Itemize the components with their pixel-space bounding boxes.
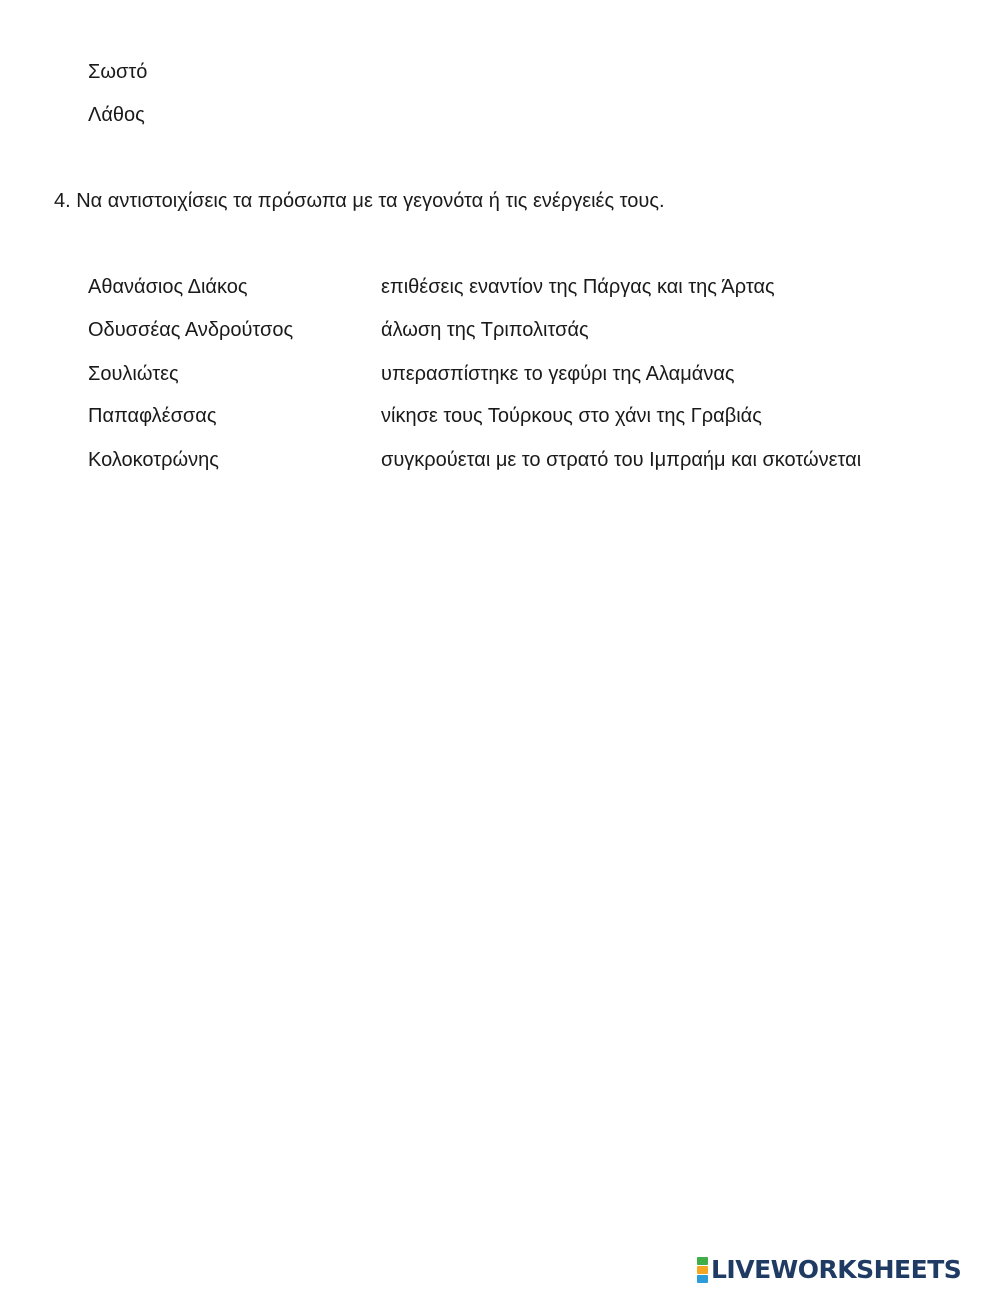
option-false[interactable]: Λάθος — [88, 104, 145, 126]
question-4-prompt: 4. Να αντιστοιχίσεις τα πρόσωπα με τα γεγονότα ή τις ενέργειές τους. — [54, 190, 665, 212]
person-item[interactable]: Αθανάσιος Διάκος — [88, 276, 248, 298]
matching-row — [88, 448, 968, 474]
person-item[interactable]: Σουλιώτες — [88, 363, 179, 385]
event-item[interactable]: άλωση της Τριπολιτσάς — [381, 319, 589, 341]
matching-row — [88, 404, 968, 430]
event-item[interactable]: νίκησε τους Τούρκους στο χάνι της Γραβιάς — [381, 405, 762, 427]
event-item[interactable]: συγκρούεται με το στρατό του Ιμπραήμ και σκοτώνεται — [381, 449, 862, 471]
person-item[interactable]: Παπαφλέσσας — [88, 405, 217, 427]
liveworksheets-logo — [697, 1255, 961, 1285]
event-item[interactable]: υπερασπίστηκε το γεφύρι της Αλαμάνας — [381, 363, 735, 385]
person-item[interactable]: Οδυσσέας Ανδρούτσος — [88, 319, 294, 341]
event-item[interactable]: επιθέσεις εναντίον της Πάργας και της Άρτας — [381, 276, 775, 298]
matching-row — [88, 318, 968, 344]
option-true[interactable]: Σωστό — [88, 61, 148, 83]
liveworksheets-logo-icon — [697, 1257, 708, 1283]
matching-row — [88, 362, 968, 388]
logo-text: LIVEWORKSHEETS — [711, 1255, 962, 1284]
matching-row — [88, 275, 968, 301]
person-item[interactable]: Κολοκοτρώνης — [88, 449, 219, 471]
